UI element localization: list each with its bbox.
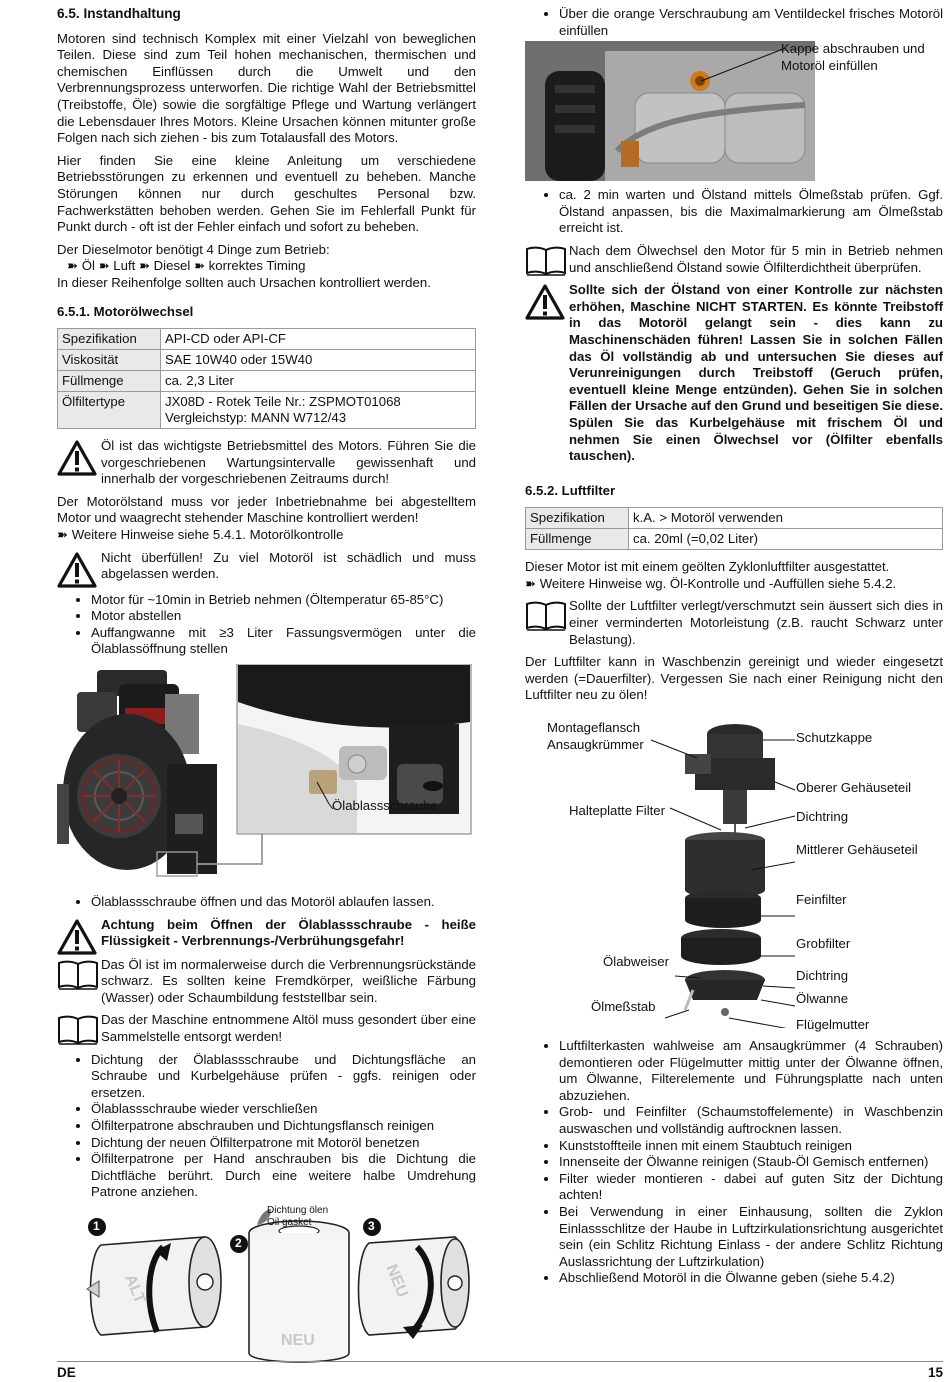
oil-filter-figure: [57, 1204, 476, 1367]
label-oil-deflector: Ölabweiser: [603, 954, 669, 970]
warning-text: Nicht überfüllen! Zu viel Motoröl ist schädlich und muss abgelassen werden.: [101, 549, 476, 582]
page-footer: [57, 1361, 943, 1382]
oil-change-title: 6.5.1. Motorölwechsel: [57, 303, 194, 319]
label-oil-pan: Ölwanne: [796, 991, 849, 1007]
table-row: [58, 329, 476, 350]
list-item: • Kunststoffteile innen mit einem Staubtuch reinigen: [559, 1138, 943, 1155]
order-text: In dieser Reihenfolge sollten auch Ursachen kontrolliert werden.: [57, 274, 431, 290]
info-waste-oil: [57, 1012, 476, 1045]
warning-fuel-in-oil: [525, 282, 943, 465]
warning-oil-important: [57, 438, 476, 488]
table-row: [526, 529, 943, 550]
warning-text: Sollte sich der Ölstand von einer Kontrolle zur nächsten erhöhen, Maschine NICHT STARTEN. Es könnte Treibstoff in das Motoröl gelangt sein - dies kann zu Maschinenschäden führen! Lassen Sie in solchen Fällen das Öl vollständig ab und untersuchen Sie dieses auf Verunreinigungen durch Treibstoff (Geruch prüfen, eventuell kleine Menge entzünden). Gehen Sie in solchen Fällen der Ursache auf den Grund und beseitigen Sie diese. Spülen Sie das Kurbelgehäuse mit frischem Öl und nehmen Sie einen Ölwechsel vor (Ölfilter ebenfalls tauschen).: [569, 282, 943, 464]
oil-check-reference: ➽ Weitere Hinweise siehe 5.4.1. Motorölkontrolle: [57, 527, 344, 543]
label-mounting-flange: Montageflansch: [547, 720, 641, 736]
list-item: • Auffangwanne mit ≥3 Liter Fassungsvermögen unter die Ölablassöffnung stellen: [91, 625, 476, 658]
spec-key: Ölfiltertype: [58, 392, 161, 429]
fill-step-list: [525, 6, 943, 39]
fill-cap-label-2: Motoröl einfüllen: [781, 58, 878, 74]
list-item: • Motor für ~10min in Betrieb nehmen (Öltemperatur 65-85°C): [91, 592, 476, 609]
air-filter-title: 6.5.2. Luftfilter: [525, 482, 616, 498]
list-item: • Ölfilterpatrone abschrauben und Dichtungsflansch reinigen: [91, 1118, 476, 1135]
warning-hot-oil: [57, 917, 476, 951]
air-filter-intro: Dieser Motor ist mit einem geölten Zyklonluftfilter ausgestattet.: [525, 559, 890, 575]
table-row: [58, 392, 476, 429]
book-icon: [525, 245, 567, 277]
list-item: • Abschließend Motoröl in die Ölwanne geben (siehe 5.4.2): [559, 1270, 943, 1287]
spec-value: API-CD oder API-CF: [161, 329, 476, 350]
label-intake-manifold: Ansaugkrümmer: [547, 737, 644, 753]
spec-key: Füllmenge: [526, 529, 629, 550]
label-protective-cap: Schutzkappe: [796, 730, 873, 746]
new-filter-label: NEU: [281, 1331, 315, 1349]
old-filter-label: ALT: [121, 1271, 149, 1306]
spec-value: ca. 20ml (=0,02 Liter): [629, 529, 943, 550]
air-filter-steps-list: [525, 1038, 943, 1287]
info-run-engine: [525, 243, 943, 276]
table-row: [526, 508, 943, 529]
list-item: • Innenseite der Ölwanne reinigen (Staub-Öl Gemisch entfernen): [559, 1154, 943, 1171]
list-item: • Motor abstellen: [91, 608, 476, 625]
prep-steps-list: [57, 592, 476, 658]
filter-type-value: JX08D - Rotek Teile Nr.: ZSPMOT01068: [165, 394, 401, 410]
section-title: 6.5. Instandhaltung: [57, 6, 181, 21]
list-item: • Ölablassschraube wieder verschließen: [91, 1101, 476, 1118]
step-2-number: 2: [235, 1235, 242, 1250]
step-1-number: 1: [93, 1218, 100, 1233]
spec-key: Spezifikation: [58, 329, 161, 350]
drain-plug-label: Ölablassschraube: [332, 798, 438, 814]
drain-step-list: [57, 894, 476, 911]
oil-spec-table: [57, 328, 476, 429]
list-item: • Dichtung der Ölablassschraube und Dichtungsfläche an Schraube und Kurbelgehäuse prüfen - ggfs. reinigen oder ersetzen.: [91, 1052, 476, 1102]
spec-value: [161, 392, 476, 429]
info-text: Nach dem Ölwechsel den Motor für 5 min in Betrieb nehmen und anschließend Ölstand sowie Ölfilterdichtheit überprüfen.: [569, 242, 943, 275]
intro-paragraph: Motoren sind technisch Komplex mit einer Vielzahl von beweglichen Teilen. Diese sind zum Teil hohen mechanischen, thermischen und chemischen Einflüssen durch die Umwelt und den Verbrennungsprozess unterworfen. Die richtige Wahl der Betriebsmittel (Treibstoffe, Öle) sowie die sorgfältige Pflege und Wartung verlängert die Lebensdauer Ihres Motors. Kleine Ursachen können mitunter große Folgen nach sich ziehen - bis zum Totalausfall des Motors.: [57, 30, 476, 146]
label-sealing-ring-2: Dichtring: [796, 968, 849, 984]
spec-value: k.A. > Motoröl verwenden: [629, 508, 943, 529]
oil-filter-illustration: [57, 1204, 476, 1367]
warning-text: Achtung beim Öffnen der Ölablassschraube - heiße Flüssigkeit - Verbrennungs-/Verbrühungsgefahr!: [101, 916, 476, 949]
info-text: Das Öl ist im normalerweise durch die Verbrennungsrückstände schwarz. Es sollten keine Fremdkörper, weißliche Färbung (Wasser) oder Schaumbildung feststellbar sein.: [101, 956, 476, 1005]
label-coarse-filter: Grobfilter: [796, 936, 851, 952]
engine-illustration: [57, 664, 476, 890]
air-filter-reference: ➽ Weitere Hinweise wg. Öl-Kontrolle und -Auffüllen siehe 5.4.2.: [525, 575, 897, 591]
gasket-label-en: Oil gasket: [267, 1216, 312, 1228]
list-item: • Über die orange Verschraubung am Ventildeckel frisches Motoröl einfüllen: [559, 6, 943, 39]
filter-compare-value: Vergleichstyp: MANN W712/43: [165, 410, 347, 426]
spec-key: Füllmenge: [58, 371, 161, 392]
book-icon: [57, 1014, 99, 1046]
info-clogged-filter: [525, 598, 943, 648]
warning-overfill: [57, 550, 476, 586]
troubleshoot-paragraph: Hier finden Sie eine kleine Anleitung um verschiedene Betriebsstörungen zu erkennen und eventuell zu beheben. Manche Störungen können nur durch geschultes Personal bzw. Fachwerkstätten behoben werden. Gehen Sie im Fehlerfall Punkt für Punkt durch - oft ist der Fehler einfach und sofort zu beheben.: [57, 152, 476, 235]
step-3-number: 3: [368, 1218, 375, 1233]
label-middle-housing: Mittlerer Gehäuseteil: [796, 842, 918, 858]
valve-cover-photo: [525, 41, 943, 181]
engine-drain-figure: [57, 664, 476, 890]
info-oil-color: [57, 957, 476, 1007]
warning-icon: [57, 919, 97, 955]
spec-key: Spezifikation: [526, 508, 629, 529]
check-step-list: [525, 187, 943, 237]
spec-value: ca. 2,3 Liter: [161, 371, 476, 392]
filter-steps-list: [57, 1052, 476, 1201]
label-dipstick: Ölmeßstab: [591, 999, 656, 1015]
warning-text: Öl ist das wichtigste Betriebsmittel des Motors. Führen Sie die vorgeschriebenen Wartungsintervalle gewissenhaft und innerhalb der vorgeschriebenen Zeitraums durch!: [101, 438, 476, 487]
list-item: • Dichtung der neuen Ölfilterpatrone mit Motoröl benetzen: [91, 1135, 476, 1152]
air-filter-exploded-figure: [525, 710, 943, 1033]
list-item: • Ölablassschraube öffnen und das Motoröl ablaufen lassen.: [91, 894, 476, 911]
gasket-label-de: Dichtung ölen: [267, 1204, 329, 1216]
left-column: [57, 6, 476, 1367]
list-item: • Bei Verwendung in einer Einhausung, sollten die Zyklon Einlassschlitze der Haube in Luftzirkulationsrichtung ausgerichtet sein (ein Schlitz Richtung Einlass - der andere Schlitz Richtung Auslassrichtung der Luftzirkulation): [559, 1204, 943, 1270]
valve-cover-figure: [525, 41, 943, 181]
right-column: [525, 6, 943, 1293]
book-icon: [57, 959, 99, 991]
page-number: 15: [927, 1365, 943, 1380]
book-icon: [525, 600, 567, 632]
fill-cap-label-1: Kappe abschrauben und: [781, 41, 925, 57]
air-filter-cleaning-text: Der Luftfilter kann in Waschbenzin gereinigt und wieder eingesetzt werden (=Dauerfilter). Vergessen Sie nach einer Reinigung nicht den Luftfilter neu zu ölen!: [525, 654, 943, 703]
spec-value: SAE 10W40 oder 15W40: [161, 350, 476, 371]
label-sealing-ring-1: Dichtring: [796, 809, 849, 825]
air-spec-table: [525, 507, 943, 550]
list-item: • Ölfilterpatrone per Hand anschrauben bis die Dichtung die Dichtfläche berührt. Durch eine weitere halbe Umdrehung Patrone anziehen.: [91, 1151, 476, 1201]
list-item: • Luftfilterkasten wahlweise am Ansaugkrümmer (4 Schrauben) demontieren oder Flügelmutter mittig unter der Ölwanne öffnen, um Ölwanne, Filterelemente und Führungsplatte nach unten abzuziehen.: [559, 1038, 943, 1104]
warning-icon: [57, 440, 97, 476]
air-filter-exploded-illustration: [525, 710, 943, 1028]
label-upper-housing: Oberer Gehäuseteil: [796, 780, 912, 796]
table-row: [58, 350, 476, 371]
label-wing-nut: Flügelmutter: [796, 1017, 870, 1033]
warning-icon: [525, 284, 565, 320]
info-text: Das der Maschine entnommene Altöl muss gesondert über eine Sammelstelle entsorgt werden!: [101, 1012, 476, 1044]
info-text: Sollte der Luftfilter verlegt/verschmutzt sein äussert sich dies in einer verminderten Motorleistung (z.B. raucht Schwarz unter Belastung).: [569, 598, 943, 647]
table-row: [58, 371, 476, 392]
diesel-needs-text: Der Dieselmotor benötigt 4 Dinge zum Betrieb:: [57, 241, 330, 257]
warning-icon: [57, 552, 97, 588]
new-filter-label-rotated: NEU: [382, 1262, 411, 1300]
list-item: • Grob- und Feinfilter (Schaumstoffelemente) in Waschbenzin auswaschen und vollständig auftrocknen lassen.: [559, 1104, 943, 1137]
diesel-needs-list: ➽ Öl ➽ Luft ➽ Diesel ➽ korrektes Timing: [67, 258, 306, 274]
label-fine-filter: Feinfilter: [796, 892, 847, 908]
list-item: • Filter wieder montieren - dabei auf guten Sitz der Dichtung achten!: [559, 1171, 943, 1204]
spec-key: Viskosität: [58, 350, 161, 371]
oil-level-text: Der Motorölstand muss vor jeder Inbetriebnahme bei abgestelltem Motor und waagrecht stehender Maschine kontrolliert werden!: [57, 493, 476, 526]
footer-language: DE: [57, 1365, 76, 1380]
label-holding-plate: Halteplatte Filter: [569, 803, 666, 819]
list-item: • ca. 2 min warten und Ölstand mittels Ölmeßstab prüfen. Ggf. Ölstand anpassen, bis die Maximalmarkierung am Ölmeßstab erreicht ist.: [559, 187, 943, 237]
